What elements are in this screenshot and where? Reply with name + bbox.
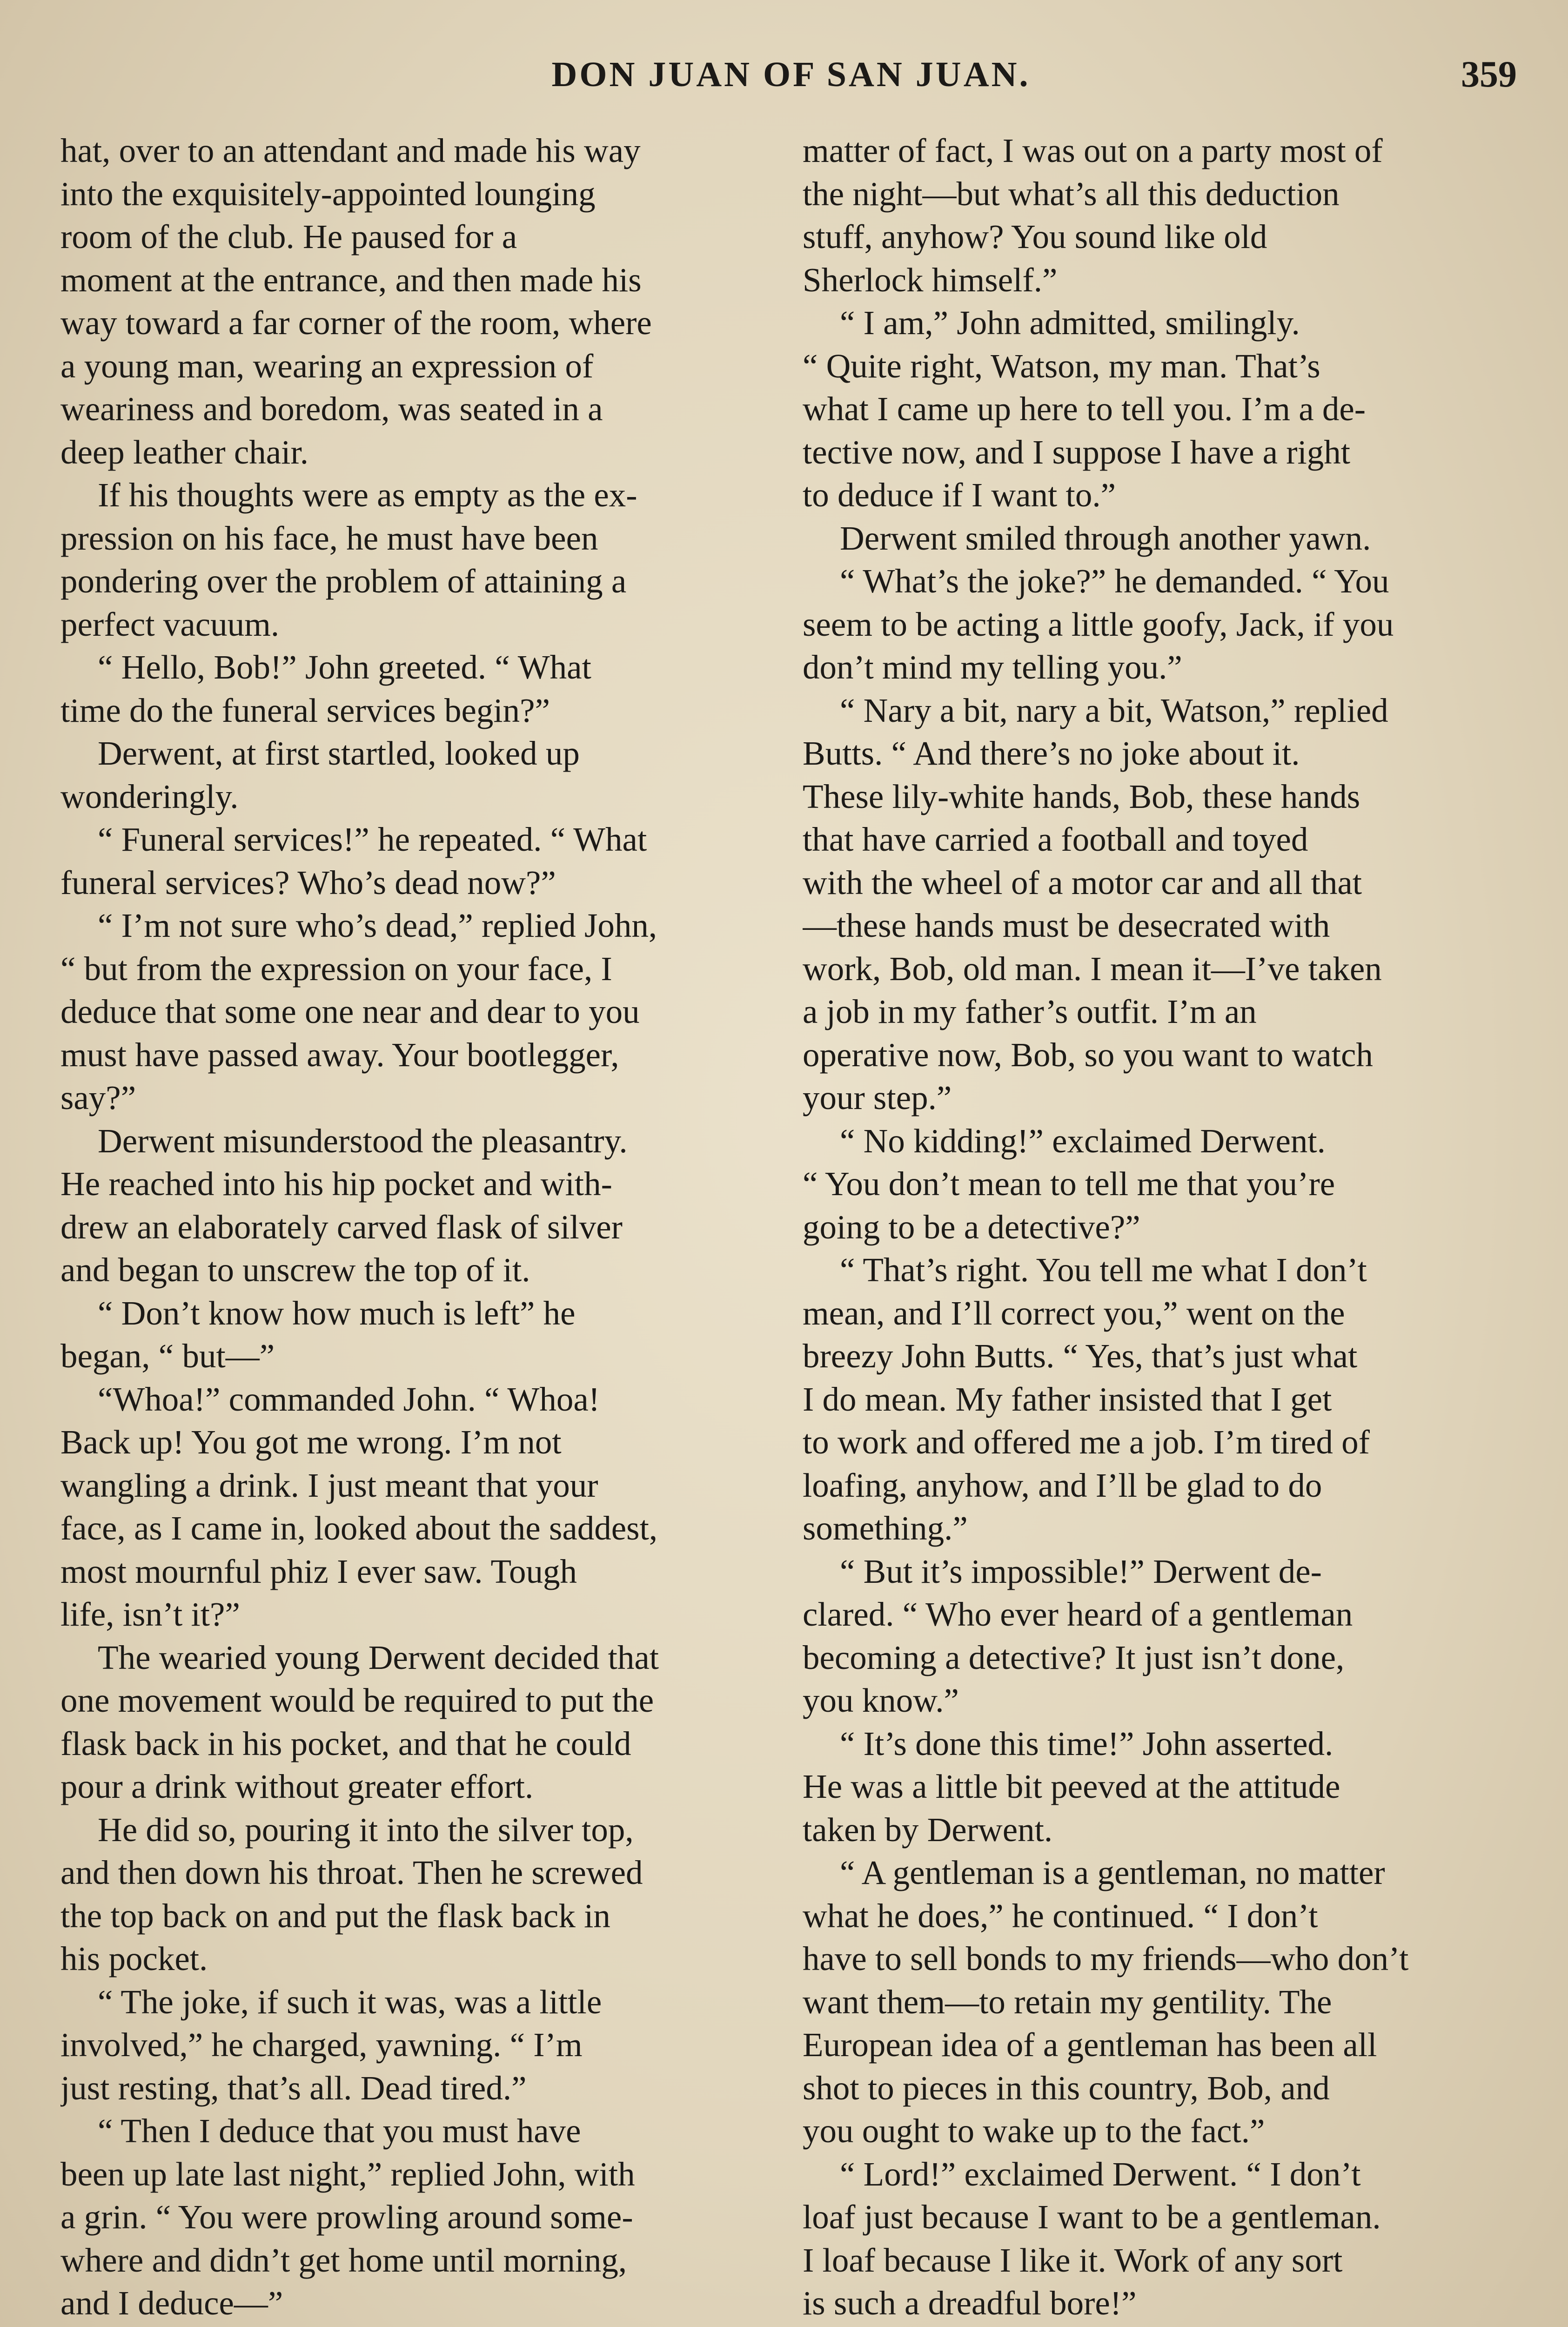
- text-line: “ I am,” John admitted, smilingly.: [840, 304, 1300, 342]
- text-line: —these hands must be desecrated with: [803, 907, 1330, 944]
- text-line: These lily-white hands, Bob, these hands: [803, 777, 1360, 815]
- text-line: seem to be acting a little goofy, Jack, if you: [803, 605, 1394, 643]
- text-line: weariness and boredom, was seated in a: [60, 390, 603, 428]
- text-line: I do mean. My father insisted that I get: [803, 1380, 1332, 1418]
- text-line: drew an elaborately carved flask of silver: [60, 1208, 623, 1246]
- text-line: room of the club. He paused for a: [60, 218, 517, 256]
- text-line: “ What’s the joke?” he demanded. “ You: [840, 562, 1389, 600]
- text-line: “ No kidding!” exclaimed Derwent.: [840, 1122, 1326, 1160]
- text-line: Derwent misunderstood the pleasantry.: [98, 1122, 628, 1160]
- text-line: life, isn’t it?”: [60, 1595, 240, 1633]
- text-line: [803, 2325, 1510, 2327]
- text-line: to work and offered me a job. I’m tired of: [803, 1423, 1370, 1461]
- text-line: and began to unscrew the top of it.: [60, 1251, 530, 1289]
- text-line: have to sell bonds to my friends—who don’t: [803, 1940, 1409, 1977]
- text-line: pour a drink without greater effort.: [60, 1768, 534, 1805]
- text-line: face, as I came in, looked about the saddest,: [60, 1509, 658, 1547]
- text-line: what he does,” he continued. “ I don’t: [803, 1897, 1318, 1935]
- text-line: The wearied young Derwent decided that: [98, 1638, 659, 1676]
- text-line: wangling a drink. I just meant that your: [60, 1466, 598, 1504]
- text-line: Derwent, at first startled, looked up: [98, 734, 580, 772]
- text-line: Back up! You got me wrong. I’m not: [60, 1423, 562, 1461]
- text-line: moment at the entrance, and then made his: [60, 261, 642, 299]
- text-line: involved,” he charged, yawning. “ I’m: [60, 2026, 583, 2064]
- text-line: loaf just because I want to be a gentleman.: [803, 2198, 1381, 2236]
- text-line: the top back on and put the flask back in: [60, 1897, 610, 1935]
- text-line: perfect vacuum.: [60, 605, 280, 643]
- text-line: Butts. “ And there’s no joke about it.: [803, 734, 1300, 772]
- text-line: “ but from the expression on your face, I: [60, 949, 612, 988]
- text-line: European idea of a gentleman has been all: [803, 2026, 1377, 2064]
- page-header: [60, 49, 1521, 100]
- text-line: Sherlock himself.”: [803, 261, 1058, 299]
- text-line: deep leather chair.: [60, 433, 308, 471]
- text-line: operative now, Bob, so you want to watch: [803, 1036, 1373, 1074]
- left-text-column: [60, 129, 768, 2327]
- text-line: just resting, that’s all. Dead tired.”: [60, 2069, 527, 2107]
- text-line: where and didn’t get home until morning,: [60, 2241, 627, 2279]
- text-line: flask back in his pocket, and that he could: [60, 1724, 631, 1762]
- text-line: a grin. “ You were prowling around some-: [60, 2198, 633, 2236]
- text-line: funeral services? Who’s dead now?”: [60, 863, 556, 901]
- right-text-column: [803, 129, 1510, 2327]
- text-line: to deduce if I want to.”: [803, 476, 1116, 514]
- text-line: deduce that some one near and dear to you: [60, 993, 640, 1030]
- text-line: “ Nary a bit, nary a bit, Watson,” replied: [840, 691, 1388, 729]
- text-line: “ It’s done this time!” John asserted.: [840, 1724, 1333, 1762]
- running-title: DON JUAN OF SAN JUAN.: [551, 55, 1031, 94]
- text-line: most mournful phiz I ever saw. Tough: [60, 1552, 577, 1590]
- text-line: a young man, wearing an expression of: [60, 347, 594, 385]
- text-line: with the wheel of a motor car and all that: [803, 863, 1362, 901]
- text-line: [60, 2325, 768, 2327]
- text-line: stuff, anyhow? You sound like old: [803, 218, 1267, 256]
- text-line: pression on his face, he must have been: [60, 519, 598, 557]
- text-line: “ Don’t know how much is left” he: [98, 1294, 576, 1332]
- text-line: “ Quite right, Watson, my man. That’s: [803, 347, 1320, 385]
- text-line: wonderingly.: [60, 777, 239, 815]
- text-line: “ You don’t mean to tell me that you’re: [803, 1165, 1335, 1203]
- text-line: tective now, and I suppose I have a right: [803, 433, 1351, 471]
- text-line: must have passed away. Your bootlegger,: [60, 1036, 619, 1074]
- page-number: 359: [1461, 54, 1517, 95]
- text-line: “ The joke, if such it was, was a little: [98, 1983, 602, 2021]
- text-line: becoming a detective? It just isn’t done,: [803, 1638, 1345, 1676]
- text-line: He was a little bit peeved at the attitude: [803, 1768, 1340, 1805]
- text-line: and then down his throat. Then he screwed: [60, 1854, 643, 1891]
- text-line: He did so, pouring it into the silver top,: [98, 1810, 634, 1849]
- text-line: “ Then I deduce that you must have: [98, 2112, 581, 2150]
- text-line: say?”: [60, 1079, 136, 1116]
- text-line: mean, and I’ll correct you,” went on the: [803, 1294, 1345, 1332]
- text-line: something.”: [803, 1509, 968, 1547]
- text-line: been up late last night,” replied John, with: [60, 2155, 635, 2193]
- text-line: began, “ but—”: [60, 1337, 275, 1375]
- text-line: “ A gentleman is a gentleman, no matter: [840, 1854, 1385, 1891]
- text-line: If his thoughts were as empty as the ex-: [98, 476, 637, 514]
- text-line: “ That’s right. You tell me what I don’t: [840, 1251, 1367, 1289]
- text-line: don’t mind my telling you.”: [803, 648, 1182, 686]
- text-line: going to be a detective?”: [803, 1208, 1140, 1246]
- text-line: that have carried a football and toyed: [803, 821, 1308, 858]
- text-line: want them—to retain my gentility. The: [803, 1983, 1332, 2021]
- text-line: breezy John Butts. “ Yes, that’s just what: [803, 1337, 1358, 1375]
- text-line: your step.”: [803, 1079, 952, 1116]
- text-line: Derwent smiled through another yawn.: [840, 519, 1371, 557]
- text-line: “Whoa!” commanded John. “ Whoa!: [98, 1380, 600, 1418]
- text-line: into the exquisitely-appointed lounging: [60, 175, 596, 213]
- text-line: work, Bob, old man. I mean it—I’ve taken: [803, 949, 1382, 988]
- text-line: loafing, anyhow, and I’ll be glad to do: [803, 1466, 1322, 1504]
- text-line: pondering over the problem of attaining a: [60, 562, 627, 600]
- text-line: a job in my father’s outfit. I’m an: [803, 993, 1257, 1030]
- text-line: hat, over to an attendant and made his way: [60, 132, 641, 169]
- text-line: “ Funeral services!” he repeated. “ What: [98, 821, 647, 858]
- text-line: and I deduce—”: [60, 2284, 283, 2322]
- text-line: you know.”: [803, 1681, 959, 1719]
- text-line: “ Hello, Bob!” John greeted. “ What: [98, 648, 591, 686]
- text-line: “ Lord!” exclaimed Derwent. “ I don’t: [840, 2155, 1361, 2193]
- text-line: He reached into his hip pocket and with-: [60, 1165, 612, 1203]
- text-line: taken by Derwent.: [803, 1810, 1053, 1849]
- text-line: you ought to wake up to the fact.”: [803, 2112, 1265, 2150]
- text-line: I loaf because I like it. Work of any sort: [803, 2241, 1343, 2279]
- text-line: what I came up here to tell you. I’m a de-: [803, 390, 1366, 428]
- text-line: matter of fact, I was out on a party most of: [803, 132, 1383, 169]
- text-line: the night—but what’s all this deduction: [803, 175, 1340, 213]
- text-line: his pocket.: [60, 1940, 208, 1977]
- text-line: shot to pieces in this country, Bob, and: [803, 2069, 1330, 2107]
- text-line: clared. “ Who ever heard of a gentleman: [803, 1595, 1353, 1633]
- text-line: way toward a far corner of the room, where: [60, 304, 652, 342]
- text-line: time do the funeral services begin?”: [60, 691, 550, 729]
- text-line: one movement would be required to put the: [60, 1681, 654, 1719]
- text-line: “ But it’s impossible!” Derwent de-: [840, 1552, 1322, 1590]
- text-line: “ I’m not sure who’s dead,” replied John,: [98, 907, 657, 944]
- text-line: is such a dreadful bore!”: [803, 2284, 1137, 2322]
